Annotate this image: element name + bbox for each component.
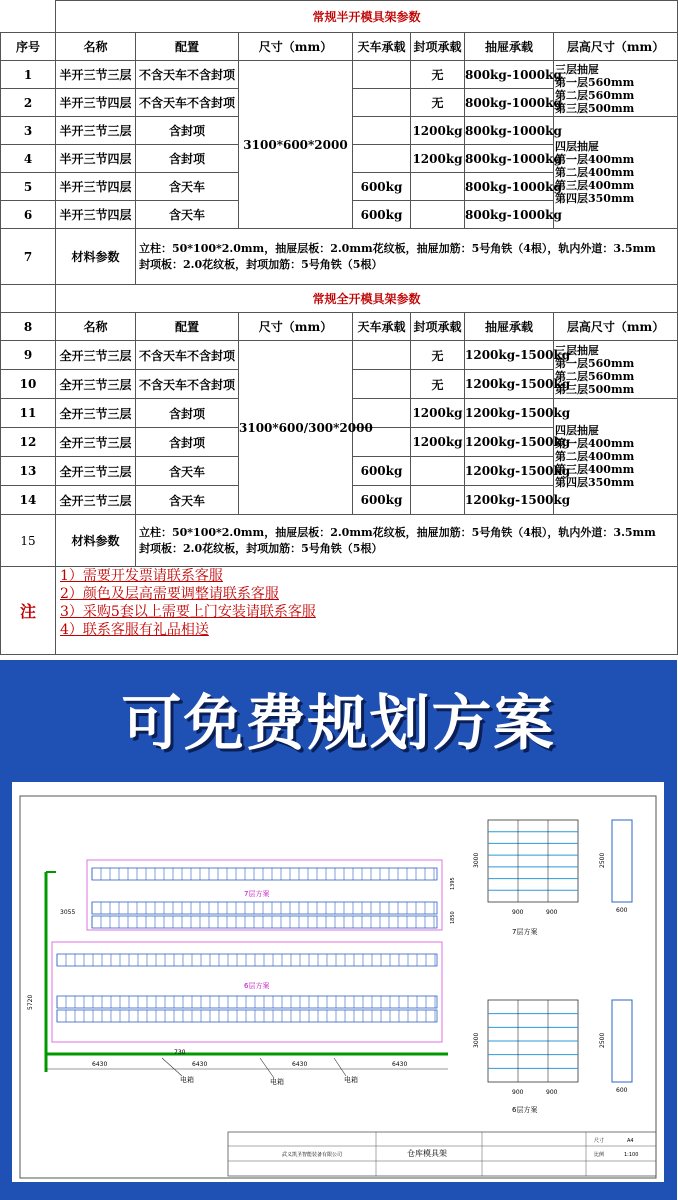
- row-crane: 600kg: [353, 457, 411, 486]
- side-dim: 900: [546, 909, 558, 916]
- row-no: 11: [1, 399, 56, 428]
- row-top: 1200kg: [411, 117, 465, 145]
- table1-header: [1, 33, 678, 61]
- banner-title: 可免费规划方案: [121, 689, 556, 759]
- row-crane: [353, 145, 411, 173]
- table2-header: [1, 313, 678, 341]
- material-no: 7: [1, 229, 56, 285]
- label-plan7: 7层方案: [244, 890, 270, 898]
- elevation-7: [473, 820, 632, 936]
- row-no: 13: [1, 457, 56, 486]
- row-config: 含天车: [136, 486, 239, 515]
- elev-shelves: [488, 1000, 578, 1082]
- row-config: 含封项: [136, 117, 239, 145]
- drawing-svg: [12, 782, 664, 1182]
- note-item: 4）联系客服有礼品相送: [60, 622, 209, 638]
- side-dim: 3000: [473, 852, 480, 868]
- label-plan6: 6层方案: [244, 982, 270, 990]
- row-drawer: 800kg-1000kg: [465, 173, 554, 201]
- row-name: 半开三节四层: [56, 89, 136, 117]
- row-top: 无: [411, 341, 465, 370]
- dim-label: 1395: [450, 877, 456, 890]
- material-label: 材料参数: [56, 229, 136, 285]
- layer-line: 第一层560mm: [555, 356, 635, 370]
- material-line: 封项板：2.0花纹板，封项加筋：5号角铁（5根）: [139, 257, 383, 271]
- col-size: 尺寸（mm）: [239, 33, 353, 61]
- layer-line: 第三层400mm: [555, 179, 635, 192]
- row-drawer: 800kg-1000kg: [465, 117, 554, 145]
- col-crane: 天车承载: [353, 313, 411, 341]
- notes-row: [1, 567, 678, 655]
- elev-shelves: [488, 820, 578, 902]
- side-dim: 3000: [473, 1032, 480, 1048]
- tb-name: 仓库模具架: [407, 1149, 447, 1158]
- header-no: 8: [1, 313, 56, 341]
- elec-leader: [260, 1058, 274, 1078]
- rack-row: [57, 1010, 437, 1022]
- row-crane: [353, 370, 411, 399]
- row-name: 半开三节三层: [56, 117, 136, 145]
- rack-row: [57, 954, 437, 966]
- col-name: 名称: [56, 33, 136, 61]
- layer-line: 第二层560mm: [555, 88, 635, 102]
- row-drawer: 800kg-1000kg: [465, 201, 554, 229]
- row-crane: [353, 89, 411, 117]
- side-dim: 900: [512, 909, 524, 916]
- row-no: 9: [1, 341, 56, 370]
- zone-6: [52, 942, 442, 1042]
- tb-scale-label: 比例: [594, 1152, 605, 1158]
- title-block: [228, 1132, 656, 1176]
- row-no: 2: [1, 89, 56, 117]
- col-layer: 层高尺寸（mm）: [554, 313, 678, 341]
- side-dim: 2500: [599, 1032, 606, 1048]
- layer-line: 四层抽屉: [555, 424, 599, 437]
- row-crane: 600kg: [353, 486, 411, 515]
- col-top: 封项承载: [411, 313, 465, 341]
- elev-title: 6层方案: [512, 1106, 538, 1114]
- material-line: 立柱：50*100*2.0mm，抽屉层板：2.0mm花纹板，抽屉加筋：5号角铁（4根），轨内外道：3.5mm: [139, 241, 656, 255]
- layer-4: [554, 117, 678, 229]
- elev-side: [612, 1000, 632, 1082]
- row-top: 1200kg: [411, 399, 465, 428]
- row-size: 3100*600*2000: [239, 61, 353, 229]
- rack-row: [92, 916, 437, 928]
- row-no: 1: [1, 61, 56, 89]
- row-name: 半开三节三层: [56, 61, 136, 89]
- row-drawer: 1200kg-1500kg: [465, 457, 554, 486]
- row-name: 半开三节四层: [56, 173, 136, 201]
- col-config: 配置: [136, 33, 239, 61]
- row-config: 含天车: [136, 201, 239, 229]
- row-config: 不含天车不含封项: [136, 370, 239, 399]
- layer-3: [554, 61, 678, 117]
- material-text: [136, 515, 678, 567]
- row-name: 全开三节三层: [56, 486, 136, 515]
- tb-size: A4: [627, 1138, 634, 1144]
- row-crane: [353, 117, 411, 145]
- layout-drawing: [12, 782, 664, 1182]
- layer-line: 第二层400mm: [555, 166, 635, 179]
- row-name: 全开三节三层: [56, 457, 136, 486]
- layer-line: 三层抽屉: [555, 343, 599, 357]
- note-item: 1）需要开发票请联系客服: [60, 568, 223, 584]
- elec-label: 电箱: [180, 1076, 194, 1084]
- side-dim: 900: [512, 1089, 524, 1096]
- layer-3: [554, 341, 678, 399]
- table-row: [1, 61, 678, 89]
- col-no: 序号: [1, 33, 56, 61]
- side-dim: 900: [546, 1089, 558, 1096]
- elevation-6: [473, 1000, 632, 1114]
- material-label: 材料参数: [56, 515, 136, 567]
- row-drawer: 1200kg-1500kg: [465, 399, 554, 428]
- note-item: 2）颜色及层高需要调整请联系客服: [60, 586, 279, 602]
- tb-company: 武义凯圣智能装备有限公司: [282, 1152, 343, 1158]
- row-no: 6: [1, 201, 56, 229]
- col-name: 名称: [56, 313, 136, 341]
- row-crane: 600kg: [353, 201, 411, 229]
- row-top: [411, 201, 465, 229]
- row-drawer: 1200kg-1500kg: [465, 341, 554, 370]
- rack-row: [92, 868, 437, 880]
- blank-cell: [1, 285, 56, 313]
- layer-line: 第三层500mm: [555, 382, 635, 396]
- notes-label: 注: [1, 567, 56, 655]
- row-crane: 600kg: [353, 173, 411, 201]
- row-top: [411, 457, 465, 486]
- rack-row: [57, 996, 437, 1008]
- drawing-border: [20, 796, 656, 1178]
- row-drawer: 800kg-1000kg: [465, 61, 554, 89]
- table-row: [1, 341, 678, 370]
- layer-line: 第四层350mm: [555, 192, 635, 205]
- layer-4: [554, 399, 678, 515]
- row-drawer: 1200kg-1500kg: [465, 370, 554, 399]
- elev-side: [612, 820, 632, 902]
- row-no: 3: [1, 117, 56, 145]
- row-config: 不含天车不含封项: [136, 89, 239, 117]
- dim-label: 730: [174, 1049, 186, 1056]
- row-crane: [353, 341, 411, 370]
- elev-frame: [488, 820, 578, 902]
- col-layer: 层高尺寸（mm）: [554, 33, 678, 61]
- layer-line: 第二层560mm: [555, 369, 635, 383]
- row-drawer: 1200kg-1500kg: [465, 428, 554, 457]
- row-no: 12: [1, 428, 56, 457]
- row-drawer: 1200kg-1500kg: [465, 486, 554, 515]
- dim-label: 1850: [450, 911, 456, 924]
- row-config: 含封项: [136, 399, 239, 428]
- layer-line: 三层抽屉: [555, 62, 599, 76]
- row-drawer: 800kg-1000kg: [465, 89, 554, 117]
- corner-cell: [1, 1, 56, 33]
- col-config: 配置: [136, 313, 239, 341]
- row-config: 含天车: [136, 457, 239, 486]
- dim-label: 6430: [292, 1061, 308, 1068]
- elec-leader: [162, 1058, 182, 1076]
- layer-line: 第一层400mm: [555, 153, 635, 166]
- dim-label: 6430: [192, 1061, 208, 1068]
- row-name: 全开三节三层: [56, 399, 136, 428]
- note-item: 3）采购5套以上需要上门安装请联系客服: [60, 604, 316, 620]
- elec-label: 电箱: [270, 1078, 284, 1086]
- row-config: 不含天车不含封项: [136, 341, 239, 370]
- elev-title: 7层方案: [512, 928, 538, 936]
- layer-line: 第四层350mm: [555, 476, 635, 489]
- material-no: 15: [1, 515, 56, 567]
- side-dim: 2500: [599, 852, 606, 868]
- table2-title: 常规全开模具架参数: [56, 285, 678, 313]
- row-name: 全开三节三层: [56, 370, 136, 399]
- row-no: 4: [1, 145, 56, 173]
- layer-line: 第二层400mm: [555, 450, 635, 463]
- col-top: 封项承载: [411, 33, 465, 61]
- material-text: [136, 229, 678, 285]
- row-name: 全开三节三层: [56, 428, 136, 457]
- tb-size-label: 尺寸: [594, 1138, 605, 1144]
- row-config: 不含天车不含封项: [136, 61, 239, 89]
- row-crane: [353, 61, 411, 89]
- row-top: 无: [411, 89, 465, 117]
- layer-line: 第一层400mm: [555, 437, 635, 450]
- table1-title: 常规半开模具架参数: [56, 1, 678, 33]
- material-line: 封项板：2.0花纹板，封项加筋：5号角铁（5根）: [139, 541, 383, 555]
- col-crane: 天车承载: [353, 33, 411, 61]
- layer-line: 第三层500mm: [555, 101, 635, 115]
- row-top: 无: [411, 370, 465, 399]
- row-size: 3100*600/300*2000: [239, 341, 353, 515]
- material-line: 立柱：50*100*2.0mm，抽屉层板：2.0mm花纹板，抽屉加筋：5号角铁（4根），轨内外道：3.5mm: [139, 525, 656, 539]
- col-drawer: 抽屉承载: [465, 33, 554, 61]
- dim-label: 6430: [92, 1061, 108, 1068]
- material-row: [1, 229, 678, 285]
- row-name: 半开三节四层: [56, 145, 136, 173]
- row-no: 14: [1, 486, 56, 515]
- material-row: [1, 515, 678, 567]
- row-no: 10: [1, 370, 56, 399]
- dim-label: 5720: [27, 994, 34, 1010]
- layer-line: 第一层560mm: [555, 75, 635, 89]
- row-top: 1200kg: [411, 428, 465, 457]
- tb-scale: 1:100: [624, 1152, 639, 1158]
- row-top: [411, 486, 465, 515]
- elec-leader: [334, 1058, 346, 1076]
- row-config: 含封项: [136, 145, 239, 173]
- row-drawer: 800kg-1000kg: [465, 145, 554, 173]
- row-top: 1200kg: [411, 145, 465, 173]
- layer-line: 四层抽屉: [555, 140, 599, 153]
- col-drawer: 抽屉承载: [465, 313, 554, 341]
- row-config: 含封项: [136, 428, 239, 457]
- elec-label: 电箱: [344, 1076, 358, 1084]
- row-top: 无: [411, 61, 465, 89]
- side-dim: 600: [616, 907, 628, 914]
- row-name: 半开三节四层: [56, 201, 136, 229]
- col-size: 尺寸（mm）: [239, 313, 353, 341]
- dim-label: 3055: [60, 909, 76, 916]
- dim-label: 6430: [392, 1061, 408, 1068]
- row-name: 全开三节三层: [56, 341, 136, 370]
- rack-row: [92, 902, 437, 914]
- side-dim: 600: [616, 1087, 628, 1094]
- notes-list: [56, 567, 678, 655]
- row-top: [411, 173, 465, 201]
- row-no: 5: [1, 173, 56, 201]
- layer-line: 第三层400mm: [555, 463, 635, 476]
- row-config: 含天车: [136, 173, 239, 201]
